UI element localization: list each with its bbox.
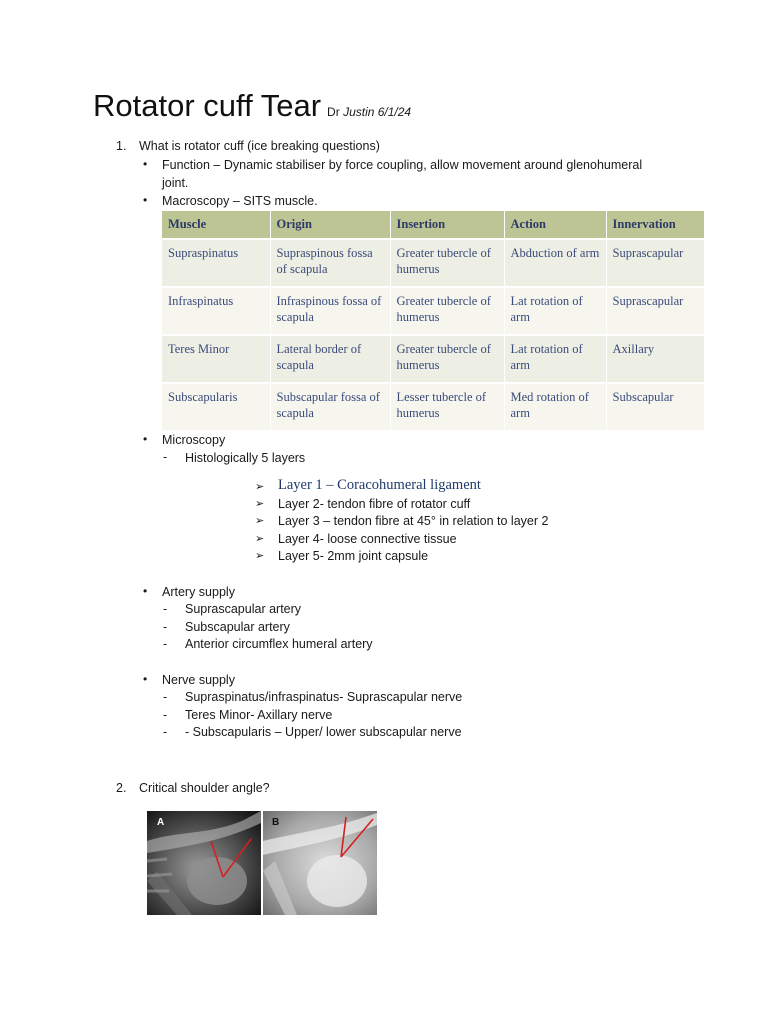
table-row (162, 383, 704, 430)
artery-item: Subscapular artery (185, 620, 290, 634)
bullet-icon: • (143, 193, 148, 207)
table-row (162, 335, 704, 383)
table-cell: Lat rotation of arm (504, 287, 606, 335)
bullet-icon: • (143, 584, 148, 598)
table-cell: Lesser tubercle of humerus (390, 383, 504, 430)
table-cell: Greater tubercle of humerus (390, 239, 504, 287)
table-cell: Subscapular (606, 383, 704, 430)
arrow-bullet-icon: ➢ (255, 533, 265, 545)
q1-text: What is rotator cuff (ice breaking questions) (139, 139, 380, 153)
table-header-cell: Muscle (162, 211, 270, 239)
dash-icon: - (163, 637, 168, 651)
arrow-bullet-icon: ➢ (255, 550, 265, 562)
author-date (327, 105, 411, 119)
table-header-cell: Origin (270, 211, 390, 239)
table-cell: Greater tubercle of humerus (390, 287, 504, 335)
table-cell: Abduction of arm (504, 239, 606, 287)
author-prefix: Dr (327, 105, 340, 119)
layer-2-text: Layer 2- tendon fibre of rotator cuff (278, 497, 471, 511)
shoulder-xray-image (147, 811, 377, 915)
bullet-icon: • (143, 672, 148, 686)
dash-icon: - (163, 620, 168, 634)
macroscopy-text: Macroscopy – SITS muscle. (162, 194, 318, 208)
table-cell: Supraspinous fossa of scapula (270, 239, 390, 287)
dash-icon: - (163, 725, 168, 739)
dash-icon: - (163, 602, 168, 616)
arrow-bullet-icon: ➢ (255, 481, 265, 493)
table-header-cell: Insertion (390, 211, 504, 239)
q1-number: 1. (116, 139, 127, 153)
table-cell: Greater tubercle of humerus (390, 335, 504, 383)
table-cell: Suprascapular (606, 239, 704, 287)
table-cell: Lat rotation of arm (504, 335, 606, 383)
artery-item: Suprascapular artery (185, 602, 302, 616)
muscle-table (162, 211, 704, 430)
nerve-item: Supraspinatus/infraspinatus- Suprascapular nerve (185, 690, 463, 704)
nerve-item: - Subscapularis – Upper/ lower subscapular nerve (185, 725, 462, 739)
layer-1-text: Layer 1 – Coracohumeral ligament (278, 477, 481, 493)
dash-icon: - (163, 450, 168, 464)
table-row (162, 287, 704, 335)
table-cell: Teres Minor (162, 335, 270, 383)
table-row (162, 239, 704, 287)
layer-5-text: Layer 5- 2mm joint capsule (278, 549, 429, 563)
arrow-bullet-icon: ➢ (255, 498, 265, 510)
table-cell: Lateral border of scapula (270, 335, 390, 383)
nerve-item: Teres Minor- Axillary nerve (185, 708, 333, 722)
function-line-2: joint. (162, 176, 189, 190)
table-header-cell: Action (504, 211, 606, 239)
layer-4-text: Layer 4- loose connective tissue (278, 532, 457, 546)
bullet-icon: • (143, 157, 148, 171)
image-label-b: B (272, 817, 280, 828)
q2-number: 2. (116, 781, 127, 795)
author-name-date: Justin 6/1/24 (343, 105, 412, 119)
table-header-row (162, 211, 704, 239)
histology-text: Histologically 5 layers (185, 451, 306, 465)
table-header-cell: Innervation (606, 211, 704, 239)
artery-item: Anterior circumflex humeral artery (185, 637, 373, 651)
table-cell: Med rotation of arm (504, 383, 606, 430)
table-cell: Suprascapular (606, 287, 704, 335)
table-cell: Infraspinatus (162, 287, 270, 335)
image-label-a: A (157, 817, 165, 828)
arrow-bullet-icon: ➢ (255, 515, 265, 527)
function-line-1: Function – Dynamic stabiliser by force coupling, allow movement around glenohumeral (162, 158, 643, 172)
table-cell: Infraspinous fossa of scapula (270, 287, 390, 335)
table-cell: Axillary (606, 335, 704, 383)
table-cell: Subscapular fossa of scapula (270, 383, 390, 430)
artery-supply-text: Artery supply (162, 585, 235, 599)
title-main: Rotator cuff Tear (93, 88, 322, 123)
microscopy-text: Microscopy (162, 433, 226, 447)
nerve-supply-text: Nerve supply (162, 673, 235, 687)
layer-3-text: Layer 3 – tendon fibre at 45° in relation to layer 2 (278, 514, 549, 528)
page-title (93, 88, 411, 124)
dash-icon: - (163, 690, 168, 704)
q2-text: Critical shoulder angle? (139, 781, 270, 795)
table-cell: Subscapularis (162, 383, 270, 430)
bullet-icon: • (143, 432, 148, 446)
dash-icon: - (163, 708, 168, 722)
table-cell: Supraspinatus (162, 239, 270, 287)
